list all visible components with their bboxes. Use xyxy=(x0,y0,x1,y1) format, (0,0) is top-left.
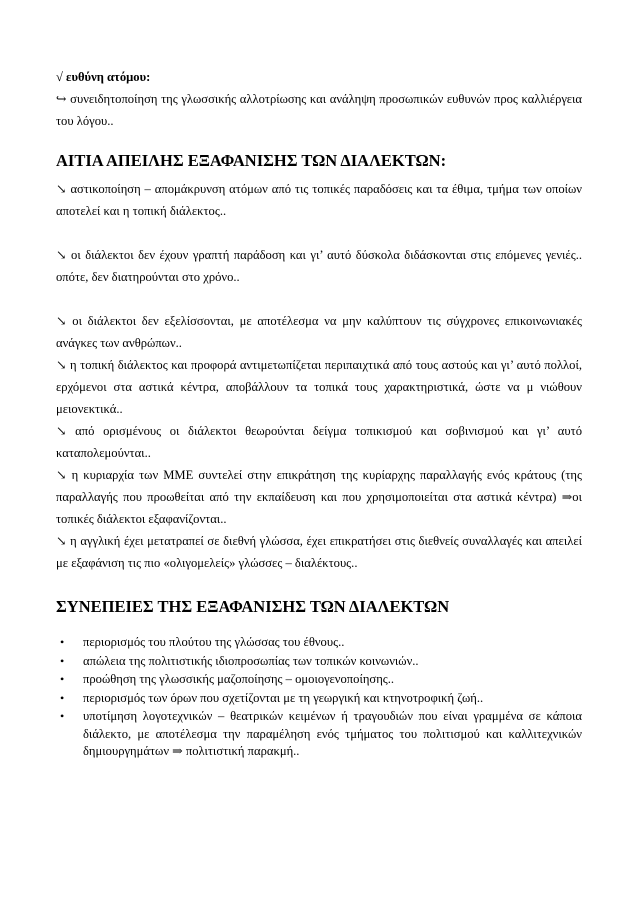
list-item xyxy=(56,671,582,689)
spacer xyxy=(56,222,582,244)
cause-item: ↘ η αγγλική έχει μετατραπεί σε διεθνή γλώσσα, έχει επικρατήσει στις διεθνείς συναλλαγές και απειλεί με εξαφάνιση τις πιο «ολιγομελείς» γλώσσες – διαλέκτους.. xyxy=(56,534,582,570)
intro-text: ↪ συνειδητοποίηση της γλωσσικής αλλοτρίωσης και ανάληψη προσωπικών ευθυνών προς καλλιέργεια του λόγου.. xyxy=(56,92,582,128)
consequences-list xyxy=(56,634,582,761)
cause-item: ↘ οι διάλεκτοι δεν έχουν γραπτή παράδοση και γι’ αυτό δύσκολα διδάσκονται στις επόμενες γενιές.. οπότε, δεν διατηρούνται στο χρόνο.. xyxy=(56,248,582,284)
cause-item: ↘ από ορισμένους οι διάλεκτοι θεωρούνται δείγμα τοπικισμού και σοβινισμού και γι’ αυτό καταπολεμούνται.. xyxy=(56,424,582,460)
causes-heading: ΑΙΤΙΑ ΑΠΕΙΛΗΣ ΕΞΑΦΑΝΙΣΗΣ ΤΩΝ ΔΙΑΛΕΚΤΩΝ: xyxy=(56,151,447,170)
bullet-icon: • xyxy=(60,635,65,649)
bullet-icon: • xyxy=(60,672,65,686)
bullet-icon: • xyxy=(60,690,65,705)
list-item xyxy=(56,634,582,652)
cause-item: ↘ η τοπική διάλεκτος και προφορά αντιμετωπίζεται περιπαιχτικά από τους αστούς και γι’ αυτό πολλοί, ερχόμενοι στα αστικά κέντρα, αποβάλλουν τα τοπικά τους χαρακτηριστικά, ώστε να μ νιώθουν μειονεκτικά.. xyxy=(56,358,582,416)
list-item-text: υποτίμηση λογοτεχνικών – θεατρικών κειμένων ή τραγουδιών που είναι γραμμένα σε κάποια διάλεκτο, με αποτέλεσμα την παραμέληση ενός τμήματος του πολιτισμού και καλλιτεχνικών δημιουργημάτων ⇒ πολιτιστική παρακμή.. xyxy=(83,709,582,758)
list-item-text: περιορισμός των όρων που σχετίζονται με τη γεωργική και κτηνοτροφική ζωή.. xyxy=(83,690,484,705)
cause-item: ↘ οι διάλεκτοι δεν εξελίσσονται, με αποτέλεσμα να μην καλύπτουν τις σύγχρονες επικοινωνιακές ανάγκες των ανθρώπων.. xyxy=(56,314,582,350)
consequences-heading: ΣΥΝΕΠΕΙΕΣ ΤΗΣ ΕΞΑΦΑΝΙΣΗΣ ΤΩΝ ΔΙΑΛΕΚΤΩΝ xyxy=(56,597,450,616)
bullet-icon: • xyxy=(60,709,65,723)
list-item-text: περιορισμός του πλούτου της γλώσσας του έθνους.. xyxy=(83,635,345,649)
list-item xyxy=(56,653,582,671)
spacer xyxy=(56,288,582,310)
list-item xyxy=(56,708,582,761)
list-item xyxy=(56,690,582,708)
bullet-icon: • xyxy=(60,653,65,668)
cause-item: ↘ η κυριαρχία των ΜΜΕ συντελεί στην επικράτηση της κυρίαρχης παραλλαγής ενός κράτους (της παραλλαγής που προωθείται από την εκπαίδευση και που χρησιμοποιείται στα αστικά κέντρα) ⇒οι τοπικές διάλεκτοι εξαφανίζονται.. xyxy=(56,468,582,526)
intro-lead: √ ευθύνη ατόμου: xyxy=(56,70,151,84)
cause-item: ↘ αστικοποίηση – απομάκρυνση ατόμων από τις τοπικές παραδόσεις και τα έθιμα, τμήμα των οποίων αποτελεί και η τοπική διάλεκτος.. xyxy=(56,182,582,218)
list-item-text: απώλεια της πολιτιστικής ιδιοπροσωπίας των τοπικών κοινωνιών.. xyxy=(83,653,419,668)
list-item-text: προώθηση της γλωσσικής μαζοποίησης – ομοιογενοποίησης.. xyxy=(83,672,395,686)
